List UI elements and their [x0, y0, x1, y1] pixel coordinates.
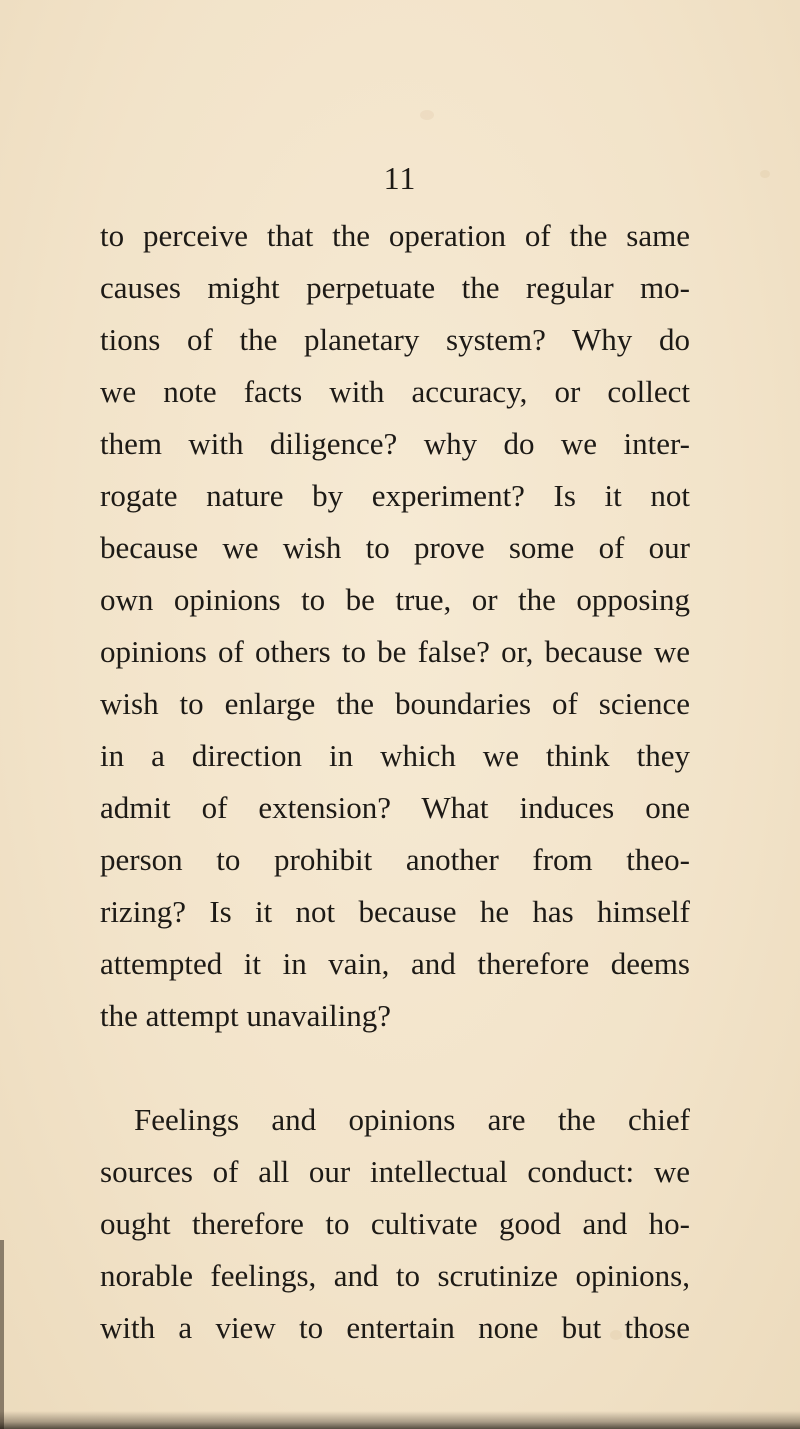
text-line: Feelings and opinions are the chief: [134, 1102, 690, 1137]
text-line: in a direction in which we think they: [100, 738, 690, 773]
text-line: rizing? Is it not because he has himself: [100, 894, 690, 929]
page-bottom-edge-shadow: [0, 1411, 800, 1429]
page-number: 11: [383, 160, 417, 196]
paragraph: [100, 210, 690, 1042]
text-line: person to prohibit another from theo-: [100, 842, 690, 877]
text-line: to perceive that the operation of the same: [100, 218, 690, 253]
text-line: the attempt unavailing?: [100, 998, 391, 1033]
body-text: [100, 210, 690, 1354]
text-line: attempted it in vain, and therefore deems: [100, 946, 690, 981]
text-line: opinions of others to be false? or, because we: [100, 634, 690, 669]
text-line: because we wish to prove some of our: [100, 530, 690, 565]
paragraph-gap: [100, 1042, 690, 1094]
text-line: with a view to entertain none but those: [100, 1310, 690, 1345]
text-line: them with diligence? why do we inter-: [100, 426, 690, 461]
text-line: wish to enlarge the boundaries of science: [100, 686, 690, 721]
text-line: ought therefore to cultivate good and ho-: [100, 1206, 690, 1241]
paragraph: [100, 1094, 690, 1354]
text-line: rogate nature by experiment? Is it not: [100, 478, 690, 513]
text-line: admit of extension? What induces one: [100, 790, 690, 825]
text-line: we note facts with accuracy, or collect: [100, 374, 690, 409]
page-left-edge-shadow: [0, 1240, 4, 1429]
text-line: own opinions to be true, or the opposing: [100, 582, 690, 617]
paper-stain: [420, 110, 434, 120]
text-line: norable feelings, and to scrutinize opinions,: [100, 1258, 690, 1293]
text-line: tions of the planetary system? Why do: [100, 322, 690, 357]
text-line: sources of all our intellectual conduct: we: [100, 1154, 690, 1189]
text-line: causes might perpetuate the regular mo-: [100, 270, 690, 305]
